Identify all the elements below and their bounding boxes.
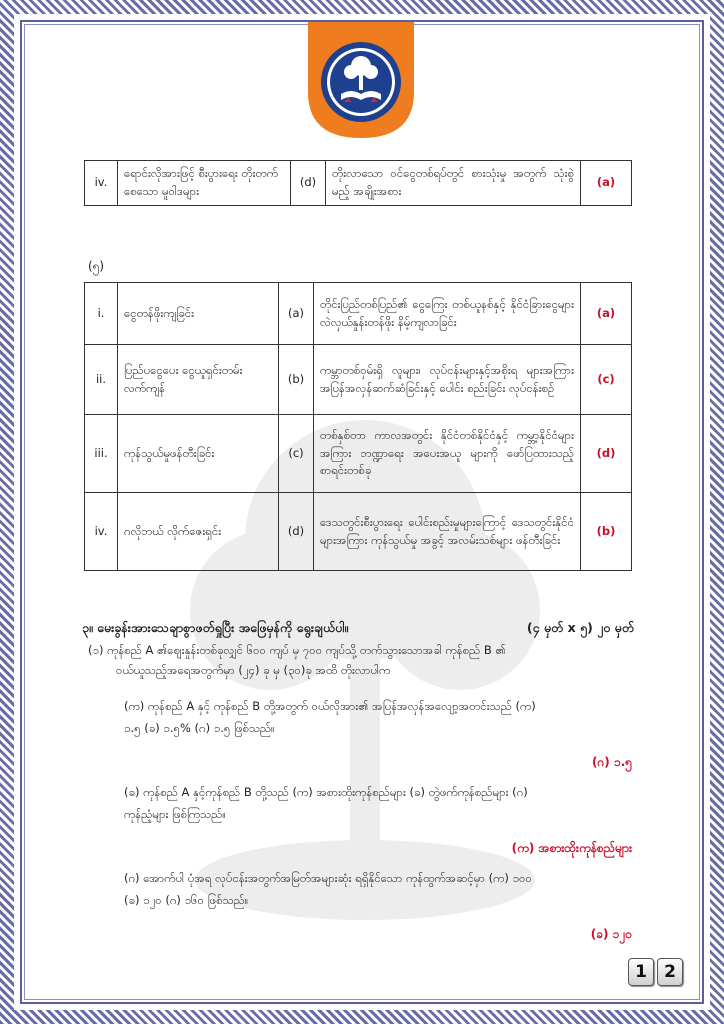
- row-number: iv.: [85, 161, 118, 206]
- matching-table-5: [84, 282, 632, 571]
- section-label: (၅): [88, 259, 105, 273]
- answer-kha: (က) အစားထိုးကုန်စည်များ: [511, 841, 632, 855]
- answer-cell: (a): [581, 161, 632, 206]
- answer-cell: (a): [581, 283, 632, 345]
- term-cell: ငွေတန်ဖိုးကျခြင်း: [118, 283, 279, 345]
- intro-line-1: (၁) ကုန်စည် A ၏ဈေးနှုန်းတစ်ခုလျှင် ၆၀၀ ကျပ် မှ ၇၀၀ ကျပ်သို့ တက်သွားသောအခါ ကုန်စည် B ၏: [88, 643, 506, 657]
- intro-line-2: ဝယ်ယူသည့်အရေအတွက်မှာ (၂၄) ခု မှ (၃၀)ခု အထိ တိုးလာပါက: [116, 663, 391, 677]
- answer-cell: (d): [581, 415, 632, 493]
- definition-cell: ဒေသတွင်းစီးပွားရေး ပေါင်းစည်းမှုများကြောင့် ဒေသတွင်းနိုင်ငံများအကြား ကုန်သွယ်မှု အခွင့် အလမ်းသစ်များ ဖန်တီးခြင်း: [314, 493, 581, 571]
- school-logo: [308, 22, 414, 138]
- row-number: ii.: [85, 345, 118, 415]
- matching-table-top: [84, 160, 632, 206]
- definition-letter: (c): [279, 415, 314, 493]
- question-ga-line-2: (ခ) ၁၂၀ (ဂ) ၁၆၀ ဖြစ်သည်။: [124, 893, 249, 907]
- question-ka-line-1: (က) ကုန်စည် A နှင့် ကုန်စည် B တို့အတွက် ဝယ်လိုအား၏ အပြန်အလှန်အလျော့အတင်းသည် (က): [124, 699, 536, 713]
- definition-letter: (a): [279, 283, 314, 345]
- term-cell: ပြည်ပငွေပေး ငွေယူရှင်းတမ်းလက်ကျန်: [118, 345, 279, 415]
- definition-letter: (b): [279, 345, 314, 415]
- answer-ga: (ခ) ၁၂၀: [590, 927, 632, 941]
- question-title: ၃။ မေးခွန်းအားသေချာစွာဖတ်ရှုပြီး အဖြေမှန်ကို ရွေးချယ်ပါ။: [82, 620, 349, 635]
- page-number-digit-1: 1: [628, 958, 654, 986]
- term-cell: ဂလိုဘယ် လိုက်ဇေးရှင်း: [118, 493, 279, 571]
- definition-cell: တိုးလာသော ဝင်ငွေတစ်ရပ်တွင် စားသုံးမှု အတွက် သုံးစွဲမည့် အချိုးအစား: [326, 161, 581, 206]
- term-cell: ကုန်သွယ်မှုဖန်တီးခြင်း: [118, 415, 279, 493]
- term-cell: ရောင်းလိုအားဖြင့် စီးပွားရေး တိုးတက်စေသော မူဝါဒများ: [118, 161, 291, 206]
- row-number: i.: [85, 283, 118, 345]
- definition-cell: တိုင်းပြည်တစ်ပြည်၏ ငွေကြေး တစ်ယူနစ်နှင့် နိုင်ငံခြားငွေများ လဲလှယ်နှုန်းတန်ဖိုး နိမ့်ကျလာခြင်း: [314, 283, 581, 345]
- marks-label: (၄ မှတ် x ၅) ၂၀ မှတ်: [526, 620, 634, 635]
- row-number: iv.: [85, 493, 118, 571]
- question-ga-line-1: (ဂ) အောက်ပါ ပုံအရ လုပ်ငန်းအတွက်အမြတ်အများဆုံး ရရှိနိုင်သော ကုန်ထွက်အဆင့်မှာ (က) ၁၀၀: [124, 871, 532, 885]
- definition-cell: တစ်နှစ်တာ ကာလအတွင်း နိုင်ငံတစ်နိုင်ငံနှင့် ကမ္ဘာ့နိုင်ငံများအကြား ဘဏ္ဍာရေး အပေးအယူ များကို ဖော်ပြထားသည့် စာရင်းတစ်ခု: [314, 415, 581, 493]
- table-row: [85, 283, 632, 345]
- answer-ka: (ဂ) ၁.၅: [591, 755, 632, 769]
- question-heading: [82, 620, 634, 639]
- answer-cell: (c): [581, 345, 632, 415]
- table-row: [85, 345, 632, 415]
- definition-letter: (d): [291, 161, 326, 206]
- definition-letter: (d): [279, 493, 314, 571]
- row-number: iii.: [85, 415, 118, 493]
- question-kha-line-2: ကုန်ညံ့များ ဖြစ်ကြသည်။: [124, 807, 226, 821]
- table-row: [85, 493, 632, 571]
- table-row: [85, 415, 632, 493]
- question-kha-line-1: (ခ) ကုန်စည် A နှင့်ကုန်စည် B တို့သည် (က) အစားထိုးကုန်စည်များ (ခ) တွဲဖက်ကုန်စည်များ (ဂ): [124, 785, 528, 799]
- answer-cell: (b): [581, 493, 632, 571]
- table-row: [85, 161, 632, 206]
- definition-cell: ကမ္ဘာတစ်ဝှမ်းရှိ လူများ၊ လုပ်ငန်းများနှင့်အစိုးရ များအကြား အပြန်အလှန်ဆက်ဆံခြင်းနှင့် ပေါင်း စည်းခြင်း လုပ်ငန်းစဉ်: [314, 345, 581, 415]
- question-ka-line-2: ၁.၅ (ခ) ၁.၅% (ဂ) ၁.၅ ဖြစ်သည်။: [124, 721, 275, 735]
- page-number-digit-2: 2: [657, 958, 683, 986]
